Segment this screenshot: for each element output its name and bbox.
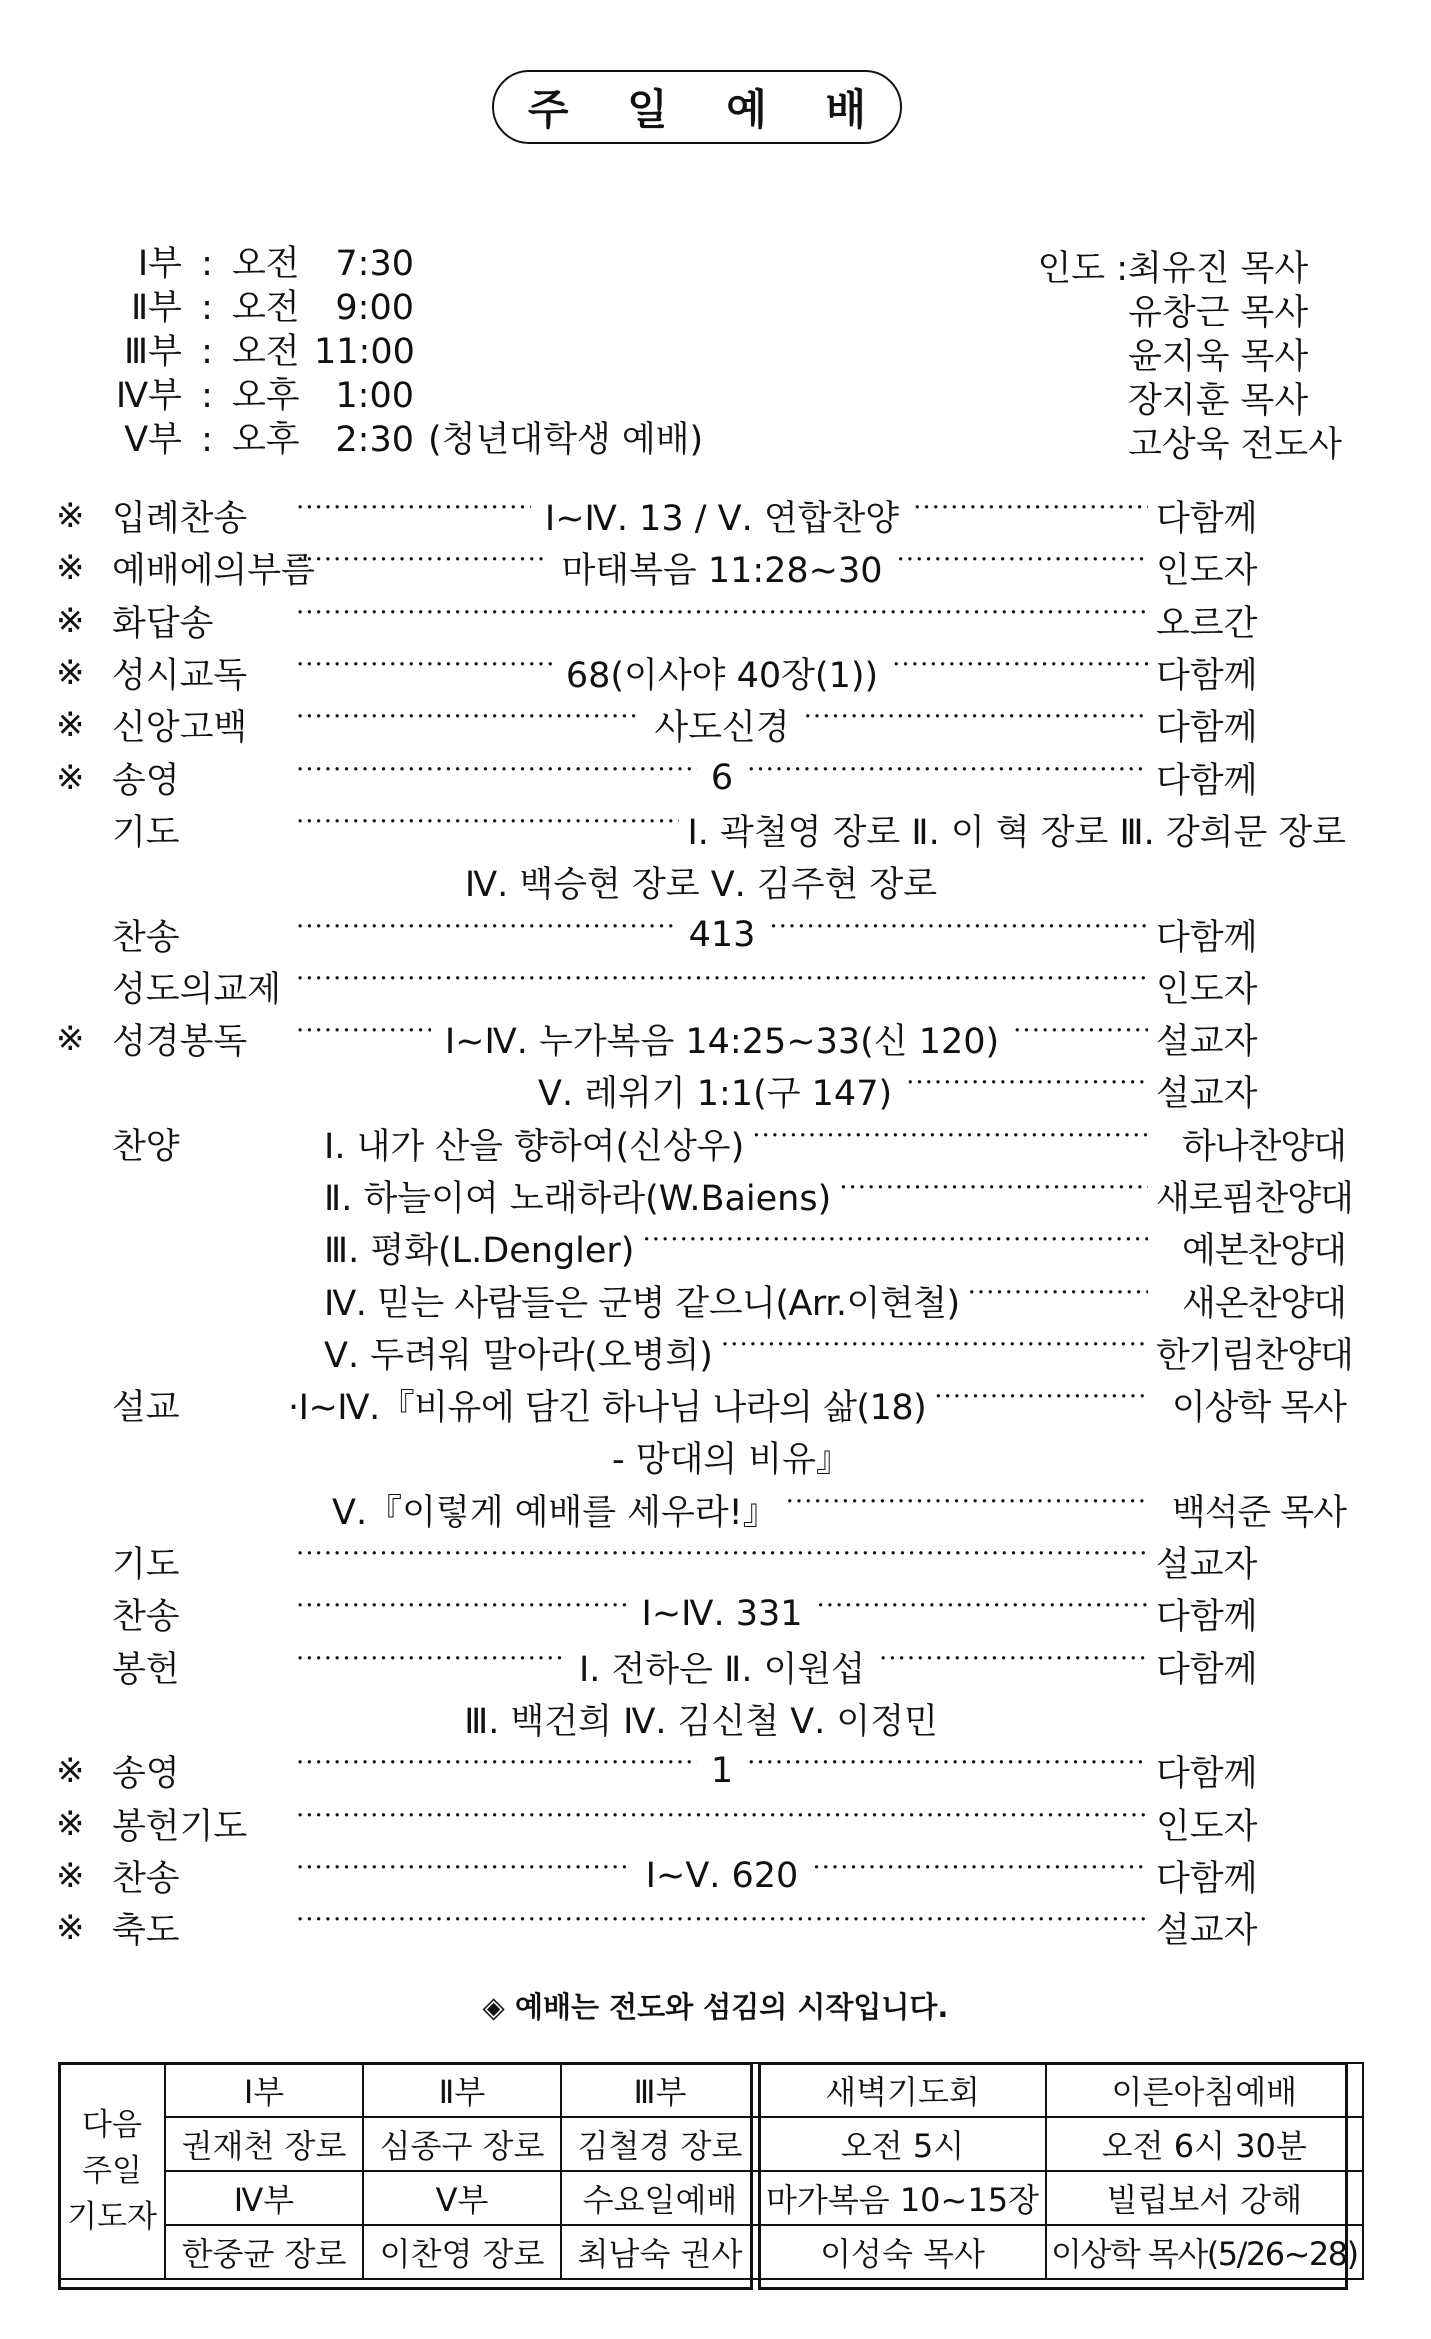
anthem-title: Ⅴ. 두려워 말아라(오병희) bbox=[324, 1335, 713, 1376]
order-detail: 6 bbox=[710, 757, 734, 798]
choir-name: 새로핌찬양대 bbox=[1156, 1179, 1353, 1219]
leader-label bbox=[1000, 379, 1128, 423]
service-schedule bbox=[82, 242, 703, 462]
order-leader: 인도자 bbox=[1156, 969, 1258, 1010]
dot-leader bbox=[934, 1392, 1148, 1418]
leaders-list bbox=[1000, 247, 1342, 467]
order-label: 봉헌기도 bbox=[112, 1806, 248, 1847]
choir-name: 새온찬양대 bbox=[1181, 1283, 1346, 1324]
schedule-ampm: 오전 bbox=[232, 288, 300, 328]
standing-mark: ※ bbox=[56, 1019, 85, 1060]
choir-name: 예본찬양대 bbox=[1181, 1231, 1346, 1272]
schedule-colon: : bbox=[201, 244, 213, 284]
order-leader: 오르간 bbox=[1156, 603, 1258, 644]
schedule-part: Ⅱ부 bbox=[130, 288, 182, 328]
order-label: 송영 bbox=[112, 1754, 180, 1795]
sermon-subtitle: - 망대의 비유』 bbox=[612, 1440, 851, 1481]
schedule-ampm: 오후 bbox=[232, 376, 300, 416]
dot-leader bbox=[296, 1915, 1148, 1941]
order-label: 찬송 bbox=[112, 1858, 180, 1899]
schedule-ampm: 오후 bbox=[232, 420, 300, 460]
order-label: 신앙고백 bbox=[112, 708, 248, 749]
order-row bbox=[56, 804, 1346, 856]
order-detail: Ⅰ~Ⅳ. 누가복음 14:25~33(신 120) bbox=[444, 1022, 1000, 1063]
dot-leader bbox=[879, 1654, 1148, 1680]
schedule-colon: : bbox=[201, 376, 213, 416]
prayer-name: 최남숙 권사 bbox=[561, 2225, 759, 2279]
leader-name: 고상욱 전도사 bbox=[1128, 425, 1342, 465]
schedule-row bbox=[82, 374, 703, 418]
dot-leader bbox=[913, 503, 1148, 529]
leader-row bbox=[1000, 423, 1342, 467]
leader-name: 유창근 목사 bbox=[1128, 293, 1309, 333]
schedule-row bbox=[82, 242, 703, 286]
dot-leader bbox=[642, 1235, 1148, 1261]
order-row bbox=[56, 1274, 1346, 1326]
dot-leader bbox=[296, 922, 675, 948]
dot-leader bbox=[1013, 1026, 1148, 1052]
order-row bbox=[56, 1013, 1346, 1065]
order-row bbox=[56, 1065, 1346, 1117]
schedule-row bbox=[82, 418, 703, 462]
dot-leader bbox=[296, 1758, 697, 1784]
order-row bbox=[56, 908, 1346, 960]
order-detail: 413 bbox=[688, 914, 756, 955]
prayer-elders: Ⅰ. 곽철영 장로 Ⅱ. 이 혁 장로 Ⅲ. 강희문 장로 bbox=[687, 812, 1346, 853]
preacher: 백석준 목사 bbox=[1171, 1492, 1346, 1533]
meeting-table bbox=[758, 2062, 1364, 2280]
schedule-time: 1:00 bbox=[335, 376, 414, 416]
order-detail: Ⅰ~Ⅴ. 620 bbox=[645, 1855, 799, 1896]
order-label: 기도 bbox=[112, 812, 180, 853]
order-row bbox=[56, 1431, 1346, 1483]
order-of-worship bbox=[56, 490, 1353, 1954]
order-detail: Ⅰ~Ⅳ. 331 bbox=[641, 1594, 803, 1635]
schedule-ampm: 오전 bbox=[232, 332, 300, 372]
order-row bbox=[56, 1641, 1346, 1693]
schedule-time: 7:30 bbox=[335, 244, 414, 284]
order-row bbox=[56, 856, 1346, 908]
dot-leader bbox=[296, 608, 1148, 634]
dot-leader bbox=[296, 1863, 632, 1889]
dot-leader bbox=[296, 974, 1148, 1000]
anthem-title: Ⅳ. 믿는 사람들은 군병 같으니(Arr.이현철) bbox=[324, 1283, 960, 1324]
dot-leader bbox=[892, 660, 1148, 686]
standing-mark: ※ bbox=[56, 1908, 85, 1949]
order-row bbox=[56, 1118, 1346, 1170]
dot-leader bbox=[747, 1758, 1148, 1784]
dot-leader bbox=[812, 1863, 1148, 1889]
leader-name: 최유진 목사 bbox=[1128, 249, 1309, 289]
dot-leader bbox=[296, 1811, 1148, 1837]
order-label: 축도 bbox=[112, 1911, 180, 1952]
prayer-header-4: Ⅳ부 bbox=[165, 2171, 363, 2225]
meeting-time: 오전 5시 bbox=[759, 2117, 1046, 2171]
order-row bbox=[56, 751, 1346, 803]
prayer-elders: Ⅳ. 백승현 장로 Ⅴ. 김주현 장로 bbox=[464, 865, 938, 906]
order-label: 설교 bbox=[112, 1388, 180, 1429]
order-detail: Ⅴ. 레위기 1:1(구 147) bbox=[538, 1074, 893, 1115]
meeting-leader: 이상학 목사(5/26~28) bbox=[1046, 2225, 1363, 2279]
dot-leader bbox=[296, 712, 640, 738]
dot-leader bbox=[296, 1601, 628, 1627]
choir-name: 하나찬양대 bbox=[1181, 1126, 1346, 1167]
prayer-name: 김철경 장로 bbox=[561, 2117, 759, 2171]
standing-mark: ※ bbox=[56, 548, 85, 589]
leader-row bbox=[1000, 379, 1342, 423]
order-row bbox=[56, 1745, 1346, 1797]
order-row bbox=[56, 1222, 1346, 1274]
order-leader: 다함께 bbox=[1156, 656, 1258, 697]
prayer-header-6: 수요일예배 bbox=[561, 2171, 759, 2225]
order-row bbox=[56, 699, 1346, 751]
schedule-colon: : bbox=[201, 420, 213, 460]
order-label: 입례찬송 bbox=[112, 499, 248, 540]
dot-leader bbox=[817, 1601, 1149, 1627]
meeting-leader: 이성숙 목사 bbox=[759, 2225, 1046, 2279]
schedule-row bbox=[82, 330, 703, 374]
anthem-title: Ⅱ. 하늘이여 노래하라(W.Baiens) bbox=[324, 1179, 832, 1219]
schedule-part: Ⅳ부 bbox=[115, 376, 182, 416]
order-row bbox=[56, 1327, 1353, 1379]
order-detail: Ⅰ~Ⅳ. 13 / Ⅴ. 연합찬양 bbox=[544, 499, 900, 540]
page-title: 주 일 예 배 bbox=[492, 70, 902, 144]
order-row bbox=[56, 1484, 1346, 1536]
dot-leader bbox=[296, 555, 547, 581]
order-label: 성경봉독 bbox=[112, 1022, 248, 1063]
dot-leader bbox=[968, 1288, 1148, 1314]
leader-row bbox=[1000, 335, 1342, 379]
leader-name: 장지훈 목사 bbox=[1128, 381, 1309, 421]
dot-leader bbox=[296, 503, 531, 529]
order-leader: 다함께 bbox=[1156, 1649, 1258, 1690]
dot-leader bbox=[747, 765, 1148, 791]
standing-mark: ※ bbox=[56, 1751, 85, 1792]
dot-leader bbox=[769, 922, 1148, 948]
anthem-title: Ⅰ. 내가 산을 향하여(신상우) bbox=[324, 1126, 745, 1167]
order-leader: 다함께 bbox=[1156, 917, 1258, 958]
meeting-header-dawn: 새벽기도회 bbox=[759, 2063, 1046, 2117]
standing-mark: ※ bbox=[56, 653, 85, 694]
leader-row bbox=[1000, 247, 1342, 291]
order-detail: 1 bbox=[710, 1751, 734, 1792]
sermon-title: ·Ⅰ~Ⅳ.『비유에 담긴 하나님 나라의 삶(18) bbox=[288, 1388, 927, 1429]
order-leader: 설교자 bbox=[1156, 1911, 1258, 1952]
standing-mark: ※ bbox=[56, 705, 85, 746]
order-label: 예배에의부름 bbox=[112, 551, 315, 592]
preacher: 이상학 목사 bbox=[1171, 1388, 1346, 1429]
offering-names: Ⅲ. 백건희 Ⅳ. 김신철 Ⅴ. 이정민 bbox=[464, 1701, 938, 1742]
sermon-title: Ⅴ.『이렇게 예배를 세우라!』 bbox=[332, 1492, 778, 1533]
dot-leader bbox=[906, 1078, 1148, 1104]
order-row bbox=[56, 1797, 1346, 1849]
order-detail: Ⅰ. 전하은 Ⅱ. 이원섭 bbox=[578, 1649, 866, 1690]
prayer-header-5: Ⅴ부 bbox=[363, 2171, 561, 2225]
order-row bbox=[56, 595, 1346, 647]
order-leader: 설교자 bbox=[1156, 1545, 1258, 1586]
order-leader: 다함께 bbox=[1156, 760, 1258, 801]
dot-leader bbox=[839, 1183, 1148, 1209]
dot-leader bbox=[897, 555, 1148, 581]
order-detail: 마태복음 11:28~30 bbox=[561, 551, 883, 592]
leader-label bbox=[1000, 423, 1128, 467]
meeting-topic: 마가복음 10~15장 bbox=[759, 2171, 1046, 2225]
order-leader: 다함께 bbox=[1156, 1754, 1258, 1795]
dot-leader bbox=[296, 817, 679, 843]
anthem-title: Ⅲ. 평화(L.Dengler) bbox=[324, 1231, 635, 1272]
order-leader: 다함께 bbox=[1156, 499, 1258, 540]
order-row bbox=[56, 1536, 1346, 1588]
standing-mark: ※ bbox=[56, 1803, 85, 1844]
dot-leader bbox=[296, 1654, 565, 1680]
order-label: 화답송 bbox=[112, 603, 214, 644]
schedule-row bbox=[82, 286, 703, 330]
dot-leader bbox=[296, 660, 552, 686]
prayer-name: 권재천 장로 bbox=[165, 2117, 363, 2171]
schedule-colon: : bbox=[201, 332, 213, 372]
order-row bbox=[56, 647, 1346, 699]
order-label: 찬양 bbox=[112, 1126, 180, 1167]
prayer-header-2: Ⅱ부 bbox=[363, 2063, 561, 2117]
standing-mark: ※ bbox=[56, 496, 85, 537]
leader-row bbox=[1000, 291, 1342, 335]
order-label: 봉헌 bbox=[112, 1649, 180, 1690]
meeting-time: 오전 6시 30분 bbox=[1046, 2117, 1363, 2171]
order-row bbox=[56, 1170, 1353, 1222]
schedule-part: Ⅰ부 bbox=[137, 244, 182, 284]
schedule-time: 9:00 bbox=[335, 288, 414, 328]
order-leader: 인도자 bbox=[1156, 551, 1258, 592]
order-leader: 다함께 bbox=[1156, 1858, 1258, 1899]
dot-leader bbox=[804, 712, 1148, 738]
choir-name: 한기림찬양대 bbox=[1156, 1335, 1353, 1376]
schedule-ampm: 오전 bbox=[232, 244, 300, 284]
order-label: 찬송 bbox=[112, 1597, 180, 1638]
order-row bbox=[56, 1379, 1346, 1431]
schedule-part: Ⅴ부 bbox=[124, 420, 182, 460]
order-label: 성시교독 bbox=[112, 656, 248, 697]
dot-leader bbox=[296, 1026, 431, 1052]
prayer-name: 한중균 장로 bbox=[165, 2225, 363, 2279]
order-label: 성도의교제 bbox=[112, 969, 282, 1010]
order-row bbox=[56, 1588, 1346, 1640]
schedule-colon: : bbox=[201, 288, 213, 328]
schedule-note: (청년대학생 예배) bbox=[428, 420, 704, 460]
dot-leader bbox=[296, 1549, 1148, 1575]
dot-leader bbox=[786, 1497, 1148, 1523]
order-row bbox=[56, 1850, 1346, 1902]
leader-label bbox=[1000, 291, 1128, 335]
order-leader: 설교자 bbox=[1156, 1022, 1258, 1063]
order-leader: 인도자 bbox=[1156, 1806, 1258, 1847]
leader-name: 윤지욱 목사 bbox=[1128, 337, 1309, 377]
order-label: 찬송 bbox=[112, 917, 180, 958]
standing-mark: ※ bbox=[56, 757, 85, 798]
standing-mark: ※ bbox=[56, 600, 85, 641]
order-row bbox=[56, 961, 1346, 1013]
schedule-time: 2:30 bbox=[335, 420, 414, 460]
prayer-header-1: Ⅰ부 bbox=[165, 2063, 363, 2117]
prayer-name: 이찬영 장로 bbox=[363, 2225, 561, 2279]
prayer-name: 심종구 장로 bbox=[363, 2117, 561, 2171]
order-row bbox=[56, 542, 1346, 594]
dot-leader bbox=[721, 1340, 1148, 1366]
prayer-header-3: Ⅲ부 bbox=[561, 2063, 759, 2117]
order-row bbox=[56, 1902, 1346, 1954]
meeting-topic: 빌립보서 강해 bbox=[1046, 2171, 1363, 2225]
order-leader: 다함께 bbox=[1156, 708, 1258, 749]
order-row bbox=[56, 1693, 1346, 1745]
order-detail: 사도신경 bbox=[654, 708, 790, 749]
meeting-header-morning: 이른아침예배 bbox=[1046, 2063, 1363, 2117]
leader-label: 인도 : bbox=[1037, 249, 1128, 289]
order-leader: 다함께 bbox=[1156, 1597, 1258, 1638]
schedule-part: Ⅲ부 bbox=[124, 332, 182, 372]
leader-label bbox=[1000, 335, 1128, 379]
prayer-side-label: 다음 주일 기도자 bbox=[59, 2063, 165, 2279]
order-leader: 설교자 bbox=[1156, 1074, 1258, 1115]
schedule-time: 11:00 bbox=[314, 332, 415, 372]
order-label: 송영 bbox=[112, 760, 180, 801]
dot-leader bbox=[752, 1131, 1148, 1157]
dot-leader bbox=[296, 765, 697, 791]
order-detail: 68(이사야 40장(1)) bbox=[565, 656, 879, 697]
order-label: 기도 bbox=[112, 1545, 180, 1586]
notice-text: ◈ 예배는 전도와 섬김의 시작입니다. bbox=[482, 1990, 949, 2024]
prayer-table bbox=[58, 2062, 760, 2280]
order-row bbox=[56, 490, 1346, 542]
standing-mark: ※ bbox=[56, 1855, 85, 1896]
